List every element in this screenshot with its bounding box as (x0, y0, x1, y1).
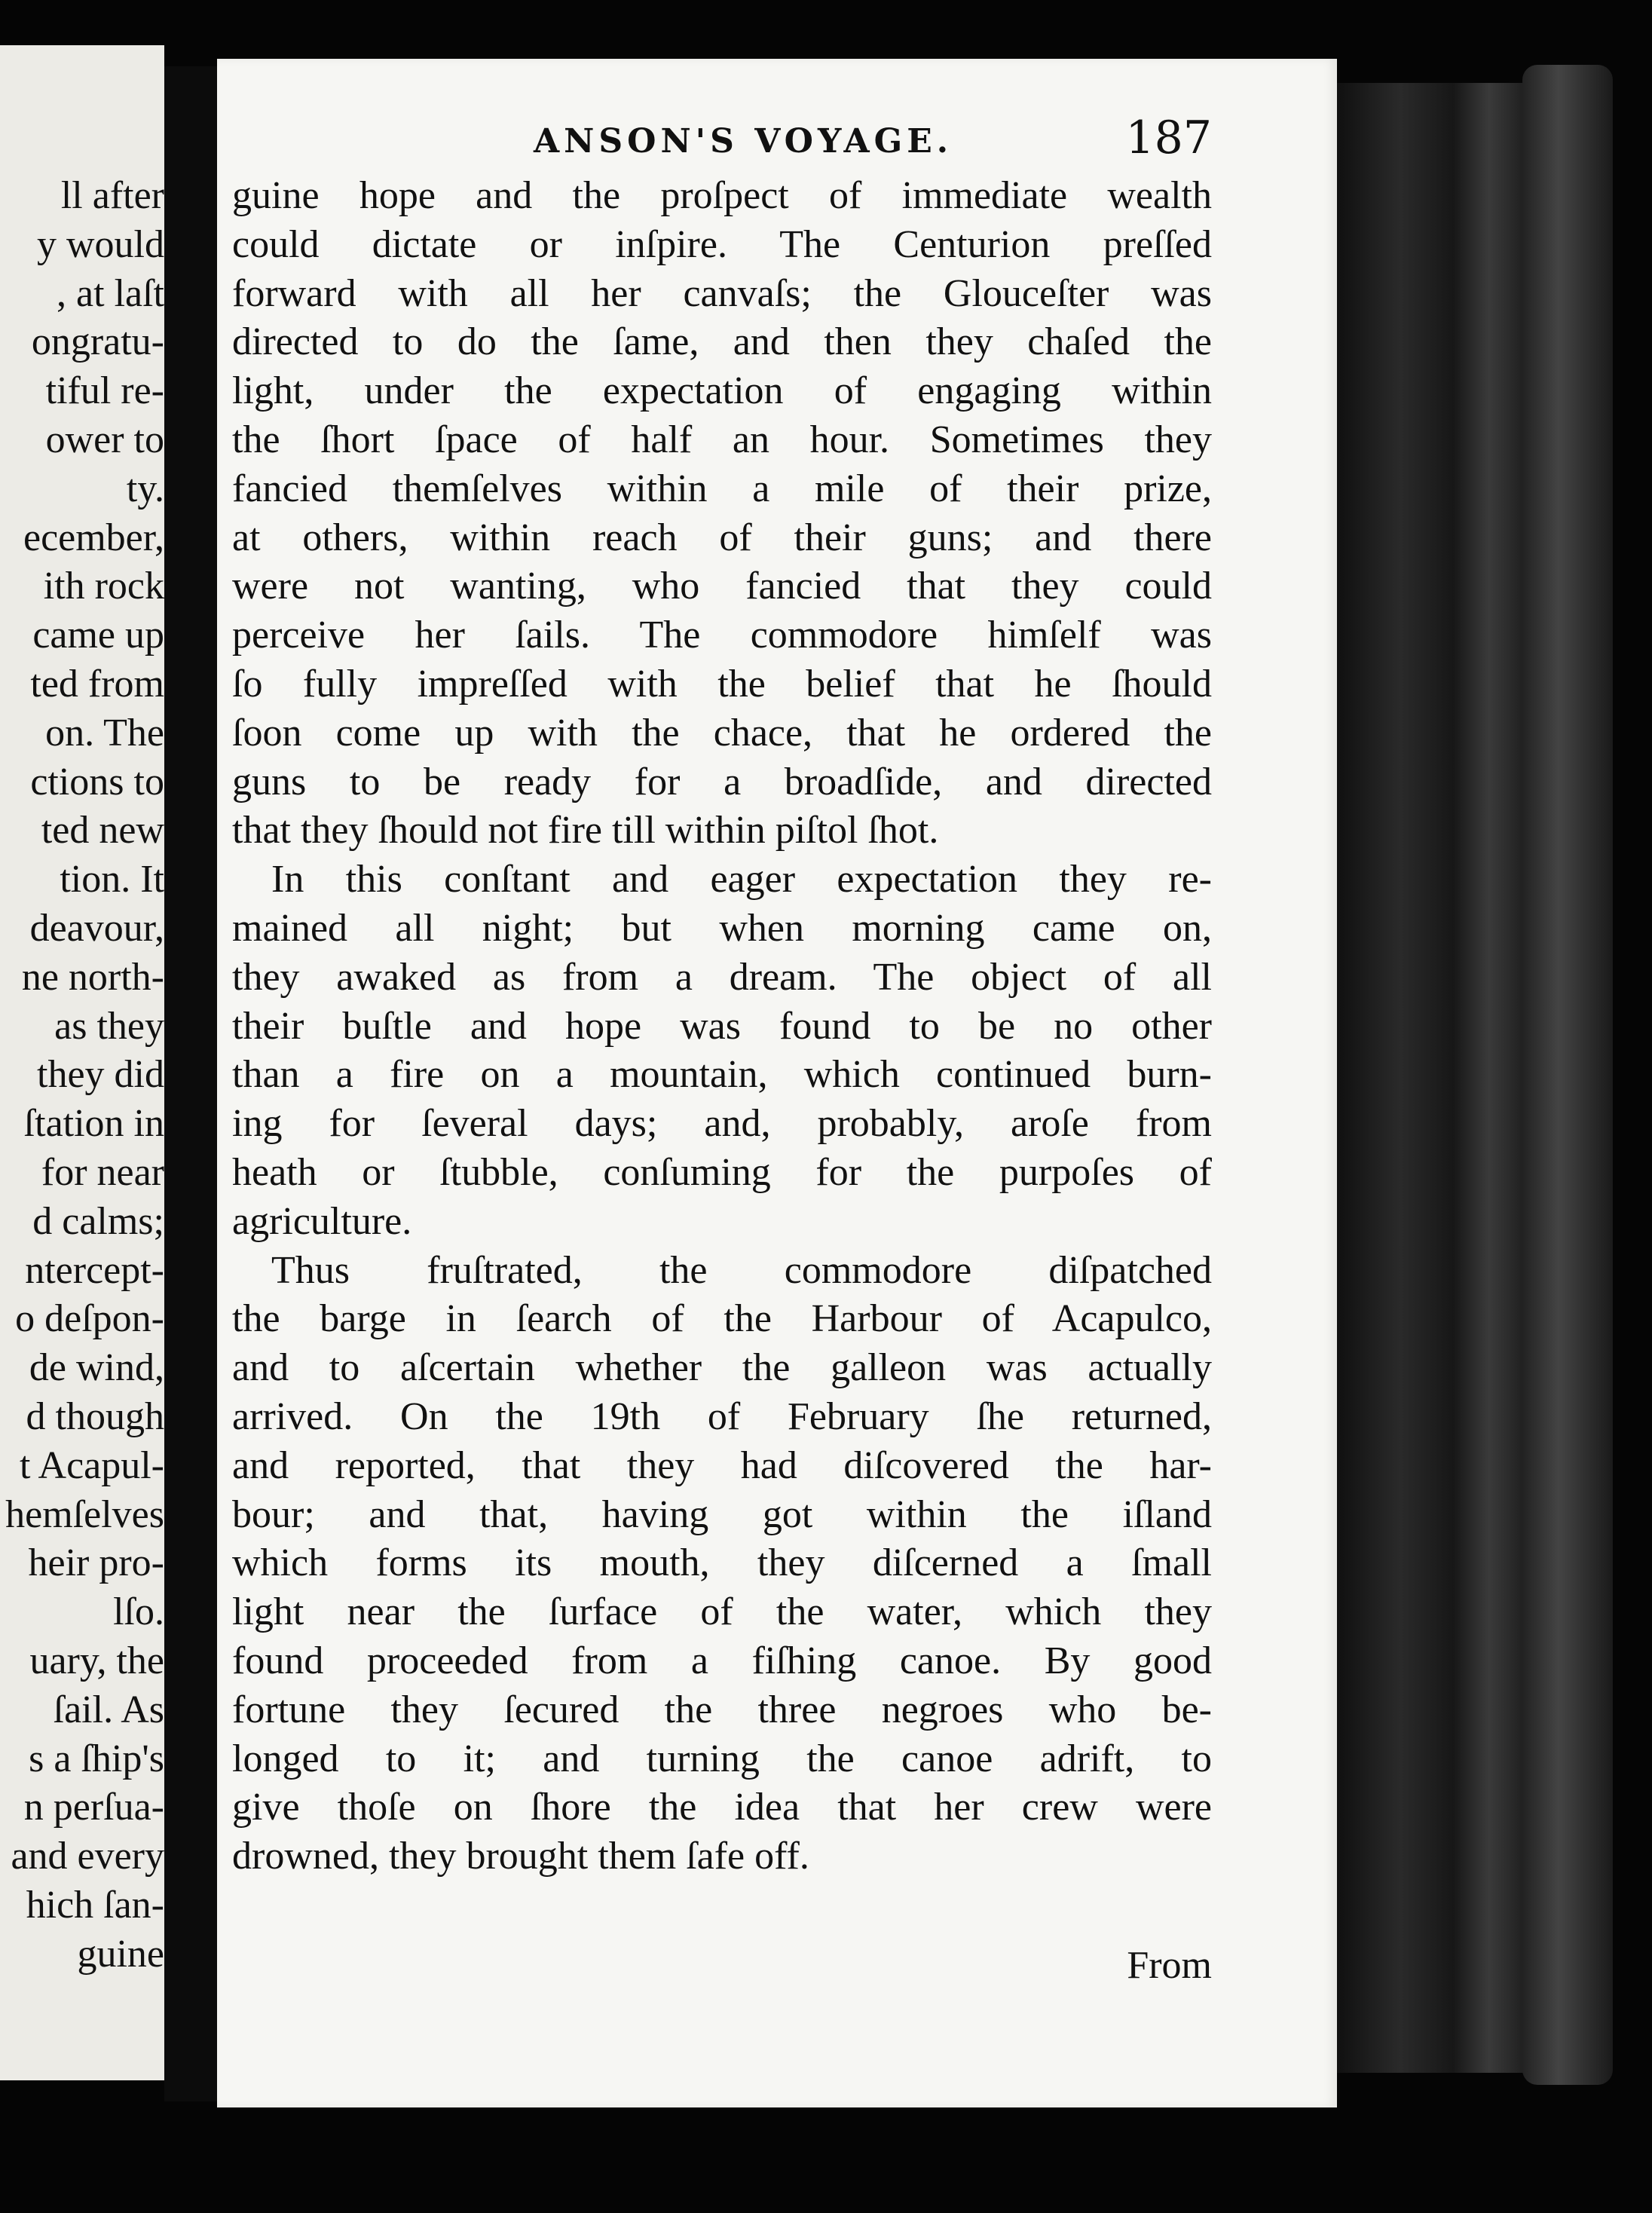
left-page-line: as they (54, 1004, 164, 1048)
left-page-line: came up (32, 614, 164, 657)
text-line: forward with all her canvaſs; the Glouceſter was (232, 271, 1212, 315)
left-page-line: d though (26, 1394, 164, 1438)
text-line: perceive her ſails. The commodore himſelf was (232, 614, 1212, 657)
text-line: than a fire on a mountain, which continued burn- (232, 1053, 1212, 1097)
left-page-line: uary, the (29, 1639, 164, 1682)
left-page-line: deavour, (29, 906, 164, 950)
left-page-line: d calms; (32, 1199, 164, 1243)
left-page-line: ll after (60, 174, 164, 217)
left-page-line: n perſua- (23, 1786, 164, 1829)
text-line: Thus fruſtrated, the commodore diſpatched (271, 1248, 1212, 1292)
text-line: fancied themſelves within a mile of their prize, (232, 467, 1212, 510)
page-number: 187 (1125, 112, 1212, 164)
text-line: give thoſe on ſhore the idea that her crew were (232, 1786, 1212, 1829)
left-page-line: they did (37, 1053, 164, 1097)
text-line: bour; and that, having got within the iſland (232, 1492, 1212, 1536)
left-page-line: , at laſt (57, 271, 164, 315)
text-line: agriculture. (232, 1199, 412, 1243)
left-page-line: ted new (41, 809, 164, 852)
page-header (217, 112, 1212, 172)
text-line: light near the ſurface of the water, which they (232, 1590, 1212, 1634)
left-page-line: and every (11, 1835, 164, 1878)
text-line: at others, within reach of their guns; and there (232, 516, 1212, 559)
left-page-line: hich ſan- (26, 1883, 164, 1927)
text-line: ing for ſeveral days; and, probably, aroſe from (232, 1102, 1212, 1146)
text-line: mained all night; but when morning came on, (232, 906, 1212, 950)
left-page-line: tiful re- (45, 369, 164, 413)
text-line: guns to be ready for a broadſide, and directed (232, 760, 1212, 803)
left-page-line: ctions to (30, 760, 164, 803)
text-line: ſoon come up with the chace, that he ordered the (232, 711, 1212, 755)
left-page (0, 45, 164, 2080)
left-page-text (0, 172, 164, 1979)
text-line: arrived. On the 19th of February ſhe returned, (232, 1394, 1212, 1438)
left-page-line: ted from (30, 662, 164, 706)
text-line: the barge in ſearch of the Harbour of Acapulco, (232, 1297, 1212, 1341)
main-page (217, 59, 1337, 2107)
left-page-line: ſail. As (53, 1688, 164, 1731)
catchword: From (1127, 1944, 1212, 1987)
left-page-line: guine (77, 1932, 164, 1976)
left-page-line: ne north- (21, 955, 164, 999)
left-page-line: hemſelves (5, 1492, 164, 1536)
left-page-line: tion. It (60, 858, 164, 901)
text-line: they awaked as from a dream. The object of all (232, 955, 1212, 999)
left-page-line: de wind, (29, 1346, 164, 1390)
left-page-line: ntercept- (25, 1248, 164, 1292)
text-line: directed to do the ſame, and then they chaſed the (232, 320, 1212, 364)
left-page-line: lſo. (113, 1590, 164, 1634)
left-page-line: y would (37, 222, 164, 266)
left-page-line: t Acapul- (19, 1443, 164, 1487)
text-line: guine hope and the proſpect of immediate wealth (232, 174, 1212, 217)
book-edge (1337, 83, 1548, 2073)
left-page-line: ower to (45, 418, 164, 461)
text-line: were not wanting, who fancied that they could (232, 565, 1212, 608)
body-text (232, 172, 1212, 1881)
text-line: In this conſtant and eager expectation they re- (271, 858, 1212, 901)
left-page-line: o deſpon- (15, 1297, 164, 1341)
left-page-line: ongratu- (31, 320, 164, 364)
text-line: their buſtle and hope was found to be no other (232, 1004, 1212, 1048)
left-page-line: heir pro- (28, 1541, 164, 1585)
text-line: the ſhort ſpace of half an hour. Sometimes they (232, 418, 1212, 461)
text-line: which forms its mouth, they diſcerned a ſmall (232, 1541, 1212, 1585)
left-page-line: ty. (126, 467, 164, 510)
left-page-line: ſtation in (23, 1102, 164, 1146)
binding-gutter (164, 66, 217, 2101)
text-line: heath or ſtubble, conſuming for the purpoſes of (232, 1150, 1212, 1194)
running-head: ANSON'S VOYAGE. (534, 122, 953, 161)
text-line: that they ſhould not fire till within piſtol ſhot. (232, 809, 939, 852)
text-line: light, under the expectation of engaging within (232, 369, 1212, 413)
left-page-line: s a ſhip's (29, 1737, 164, 1780)
left-page-line: ecember, (23, 516, 164, 559)
text-line: found proceeded from a fiſhing canoe. By good (232, 1639, 1212, 1682)
left-page-line: ith rock (43, 565, 164, 608)
text-line: and to aſcertain whether the galleon was actually (232, 1346, 1212, 1390)
book-edge-strip (1522, 65, 1613, 2085)
text-line: could dictate or inſpire. The Centurion preſſed (232, 222, 1212, 266)
left-page-line: on. The (45, 711, 164, 755)
text-line: ſo fully impreſſed with the belief that he ſhould (232, 662, 1212, 706)
text-line: fortune they ſecured the three negroes who be- (232, 1688, 1212, 1731)
text-line: and reported, that they had diſcovered the har- (232, 1443, 1212, 1487)
text-line: longed to it; and turning the canoe adrift, to (232, 1737, 1212, 1780)
text-line: drowned, they brought them ſafe off. (232, 1835, 809, 1878)
left-page-line: for near (41, 1150, 164, 1194)
